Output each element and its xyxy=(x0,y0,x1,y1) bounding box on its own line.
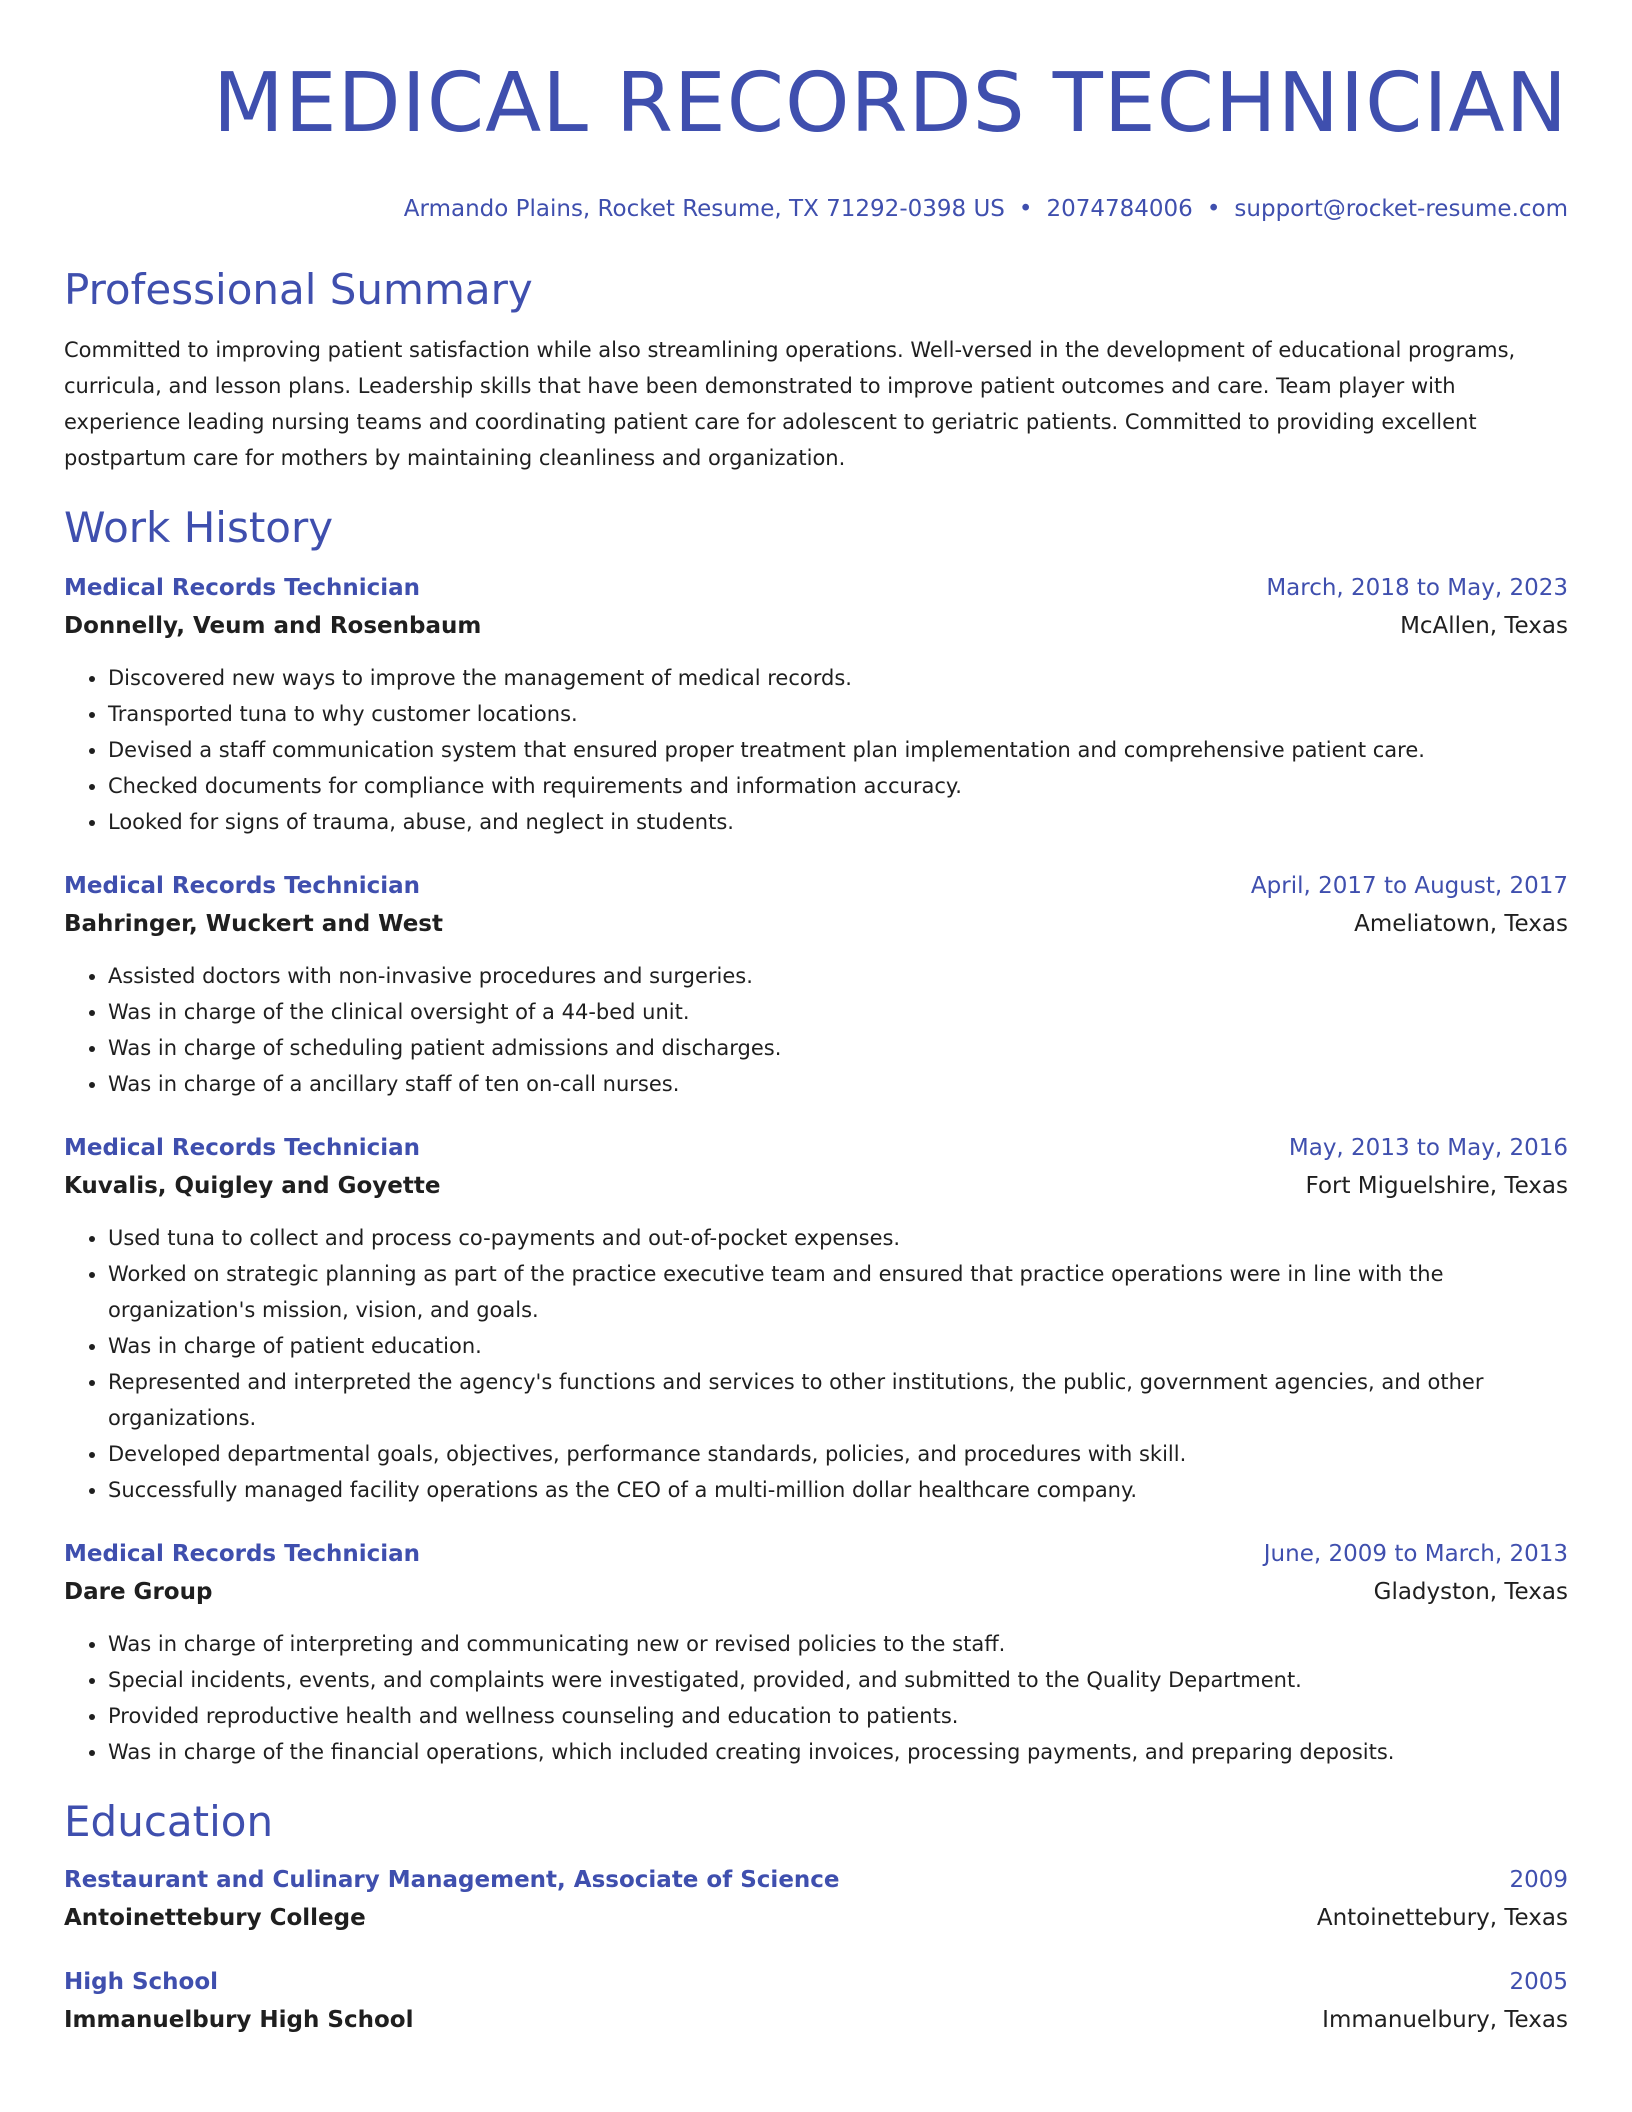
contact-separator: • xyxy=(1018,196,1033,222)
job-title: Medical Records Technician xyxy=(64,575,421,601)
job-company: Bahringer, Wuckert and West xyxy=(64,911,443,937)
job-entry xyxy=(64,1538,1568,1770)
job-bullet: • Devised a staff communication system that ensured proper treatment plan implementation and comprehensive patient care. xyxy=(108,732,1568,768)
contact-separator: • xyxy=(1206,196,1221,222)
job-bullet: • Was in charge of the financial operations, which included creating invoices, processing payments, and preparing deposits. xyxy=(108,1734,1568,1770)
education-school: Immanuelbury High School xyxy=(64,2007,414,2033)
resume-name: MEDICAL RECORDS TECHNICIAN xyxy=(212,56,1568,151)
job-bullet: • Was in charge of scheduling patient admissions and discharges. xyxy=(108,1030,1568,1066)
job-bullet: • Represented and interpreted the agency's functions and services to other institutions, the public, government agencies, and other organizations. xyxy=(108,1364,1568,1436)
job-bullet: • Discovered new ways to improve the management of medical records. xyxy=(108,660,1568,696)
job-bullet: • Worked on strategic planning as part of the practice executive team and ensured that practice operations were in line with the organization's mission, vision, and goals. xyxy=(108,1256,1568,1328)
job-title: Medical Records Technician xyxy=(64,1541,421,1567)
job-entry xyxy=(64,1132,1568,1508)
job-company: Kuvalis, Quigley and Goyette xyxy=(64,1173,441,1199)
job-dates: April, 2017 to August, 2017 xyxy=(1250,873,1568,899)
job-bullet: • Was in charge of the clinical oversight of a 44-bed unit. xyxy=(108,994,1568,1030)
education-entry xyxy=(64,1966,1568,2036)
education-year: 2005 xyxy=(1509,1969,1568,1995)
job-company: Dare Group xyxy=(64,1579,213,1605)
job-bullet: • Developed departmental goals, objectives, performance standards, policies, and procedures with skill. xyxy=(108,1436,1568,1472)
contact-line xyxy=(64,194,1568,224)
education-location: Immanuelbury, Texas xyxy=(1322,2007,1568,2033)
work-history-heading: Work History xyxy=(64,503,334,552)
job-title: Medical Records Technician xyxy=(64,873,421,899)
job-bullet: • Checked documents for compliance with requirements and information accuracy. xyxy=(108,768,1568,804)
education-school: Antoinettebury College xyxy=(64,1905,366,1931)
education-location: Antoinettebury, Texas xyxy=(1316,1905,1568,1931)
job-bullets xyxy=(64,1626,1568,1770)
job-location: Gladyston, Texas xyxy=(1373,1579,1568,1605)
job-bullets xyxy=(64,958,1568,1102)
job-bullet: • Successfully managed facility operations as the CEO of a multi-million dollar healthcare company. xyxy=(108,1472,1568,1508)
job-entry xyxy=(64,870,1568,1102)
education-entry xyxy=(64,1864,1568,1934)
job-location: Fort Miguelshire, Texas xyxy=(1305,1173,1568,1199)
contact-address: Armando Plains, Rocket Resume, TX 71292-0398 US xyxy=(403,196,1005,222)
education-degree: Restaurant and Culinary Management, Associate of Science xyxy=(64,1867,840,1893)
education-heading: Education xyxy=(64,1797,274,1846)
job-bullet: • Assisted doctors with non-invasive procedures and surgeries. xyxy=(108,958,1568,994)
job-location: Ameliatown, Texas xyxy=(1354,911,1568,937)
job-dates: March, 2018 to May, 2023 xyxy=(1266,575,1568,601)
job-bullet: • Transported tuna to why customer locations. xyxy=(108,696,1568,732)
job-location: McAllen, Texas xyxy=(1400,613,1568,639)
job-bullet: • Was in charge of a ancillary staff of ten on-call nurses. xyxy=(108,1066,1568,1102)
contact-email: support@rocket-resume.com xyxy=(1234,196,1568,222)
job-title: Medical Records Technician xyxy=(64,1135,421,1161)
job-bullet: • Provided reproductive health and wellness counseling and education to patients. xyxy=(108,1698,1568,1734)
job-bullet: • Was in charge of patient education. xyxy=(108,1328,1568,1364)
job-bullet: • Looked for signs of trauma, abuse, and neglect in students. xyxy=(108,804,1568,840)
job-bullet: • Special incidents, events, and complaints were investigated, provided, and submitted to the Quality Department. xyxy=(108,1662,1568,1698)
job-bullet: • Used tuna to collect and process co-payments and out-of-pocket expenses. xyxy=(108,1220,1568,1256)
summary-heading: Professional Summary xyxy=(64,265,533,314)
education-year: 2009 xyxy=(1509,1867,1568,1893)
job-bullets xyxy=(64,660,1568,840)
job-entry xyxy=(64,572,1568,840)
job-dates: May, 2013 to May, 2016 xyxy=(1288,1135,1568,1161)
job-company: Donnelly, Veum and Rosenbaum xyxy=(64,613,482,639)
summary-text: Committed to improving patient satisfaction while also streamlining operations. Well-versed in the development of educational programs, curricula, and lesson plans. Leadership skills that have been demonstrated to improve patient outcomes and care. Team player with experience leading nursing teams and coordinating patient care for adolescent to geriatric patients. Committed to providing excellent postpartum care for mothers by maintaining cleanliness and organization. xyxy=(64,338,1516,470)
job-bullet: • Was in charge of interpreting and communicating new or revised policies to the staff. xyxy=(108,1626,1568,1662)
contact-phone: 2074784006 xyxy=(1046,196,1193,222)
education-degree: High School xyxy=(64,1969,219,1995)
job-bullets xyxy=(64,1220,1568,1508)
job-dates: June, 2009 to March, 2013 xyxy=(1263,1541,1568,1567)
